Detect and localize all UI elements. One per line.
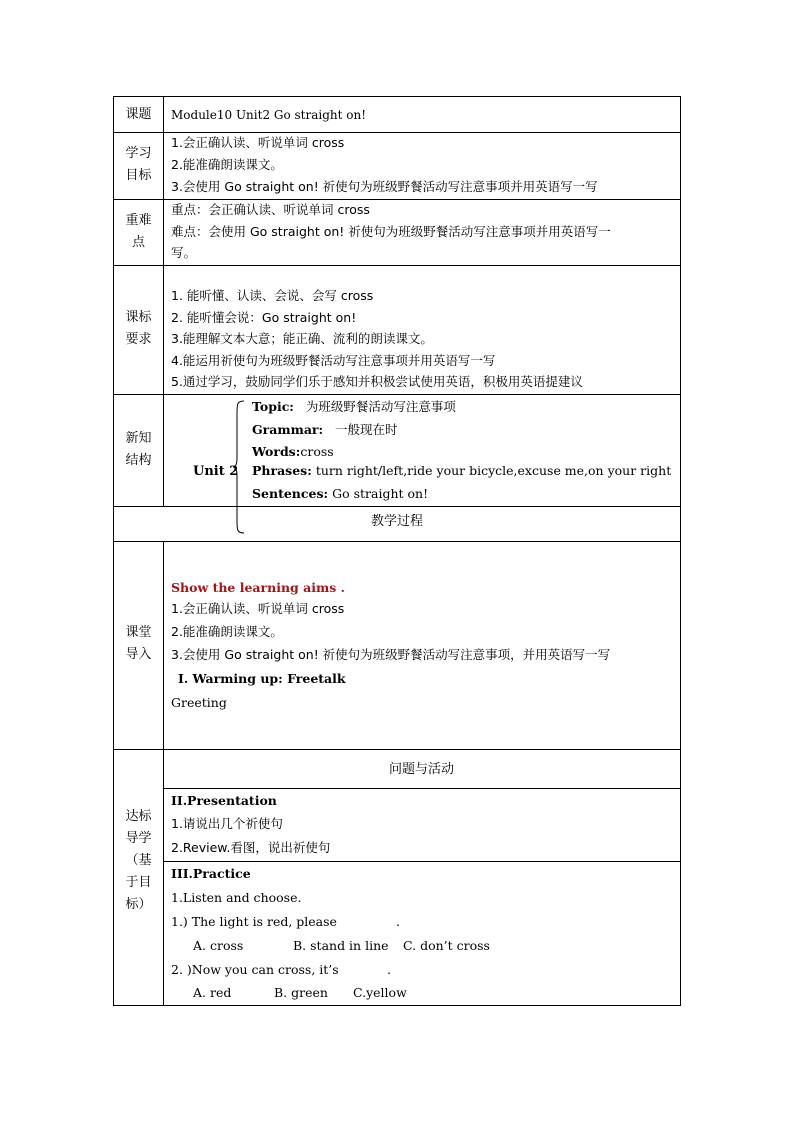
aims-item: 3.会使用 Go straight on! 祈使句为班级野餐活动写注意事项并用英语写一写 xyxy=(171,179,598,194)
row-divider xyxy=(163,788,680,789)
q2-option-c: C.yellow xyxy=(353,985,407,1000)
presentation-item: 1.请说出几个祈使句 xyxy=(171,816,283,831)
process-header: 教学过程 xyxy=(370,514,423,529)
row-divider xyxy=(114,541,680,542)
column-divider-top xyxy=(163,97,164,506)
lesson-plan-table xyxy=(113,96,681,1006)
key-point-item: 重点：会正确认读、听说单词 cross xyxy=(171,202,370,217)
row-divider xyxy=(114,506,680,507)
structure-sentences: Sentences: Go straight on! xyxy=(252,486,429,501)
aims-item: 1.会正确认读、听说单词 cross xyxy=(171,135,345,150)
standard-item: 4.能运用祈使句为班级野餐活动写注意事项并用英语写一写 xyxy=(171,353,496,368)
aims-label: 学习 目标 xyxy=(125,146,152,183)
learning-aims-heading: Show the learning aims . xyxy=(171,580,345,595)
topic-value: Module10 Unit2 Go straight on! xyxy=(171,108,367,122)
key-point-item: 难点：会使用 Go straight on! 祈使句为班级野餐活动写注意事项并用英语写一 xyxy=(171,224,611,239)
row-divider xyxy=(114,265,680,266)
structure-grammar: Grammar: 一般现在时 xyxy=(252,422,398,437)
target-label: 达标 导学 （基 于目 标） xyxy=(125,809,152,912)
question-2: 2. )Now you can cross, it’s xyxy=(171,962,339,977)
intro-item: 1.会正确认读、听说单词 cross xyxy=(171,601,345,616)
activities-header: 问题与活动 xyxy=(388,762,454,777)
structure-words: Words:cross xyxy=(252,444,334,459)
row-divider xyxy=(114,394,680,395)
intro-item: 3.会使用 Go straight on! 祈使句为班级野餐活动写注意事项，并用英语写一写 xyxy=(171,647,611,662)
question-1-end: . xyxy=(396,914,400,929)
question-1: 1.) The light is red, please xyxy=(171,914,337,929)
practice-title: III.Practice xyxy=(171,866,251,881)
key-point-item: 写。 xyxy=(171,245,197,260)
structure-label: 新知 结构 xyxy=(125,431,152,468)
warmup-title: I. Warming up: Freetalk xyxy=(178,671,346,686)
key-points-label: 重难 点 xyxy=(125,213,152,250)
practice-intro: 1.Listen and choose. xyxy=(171,890,302,905)
q1-option-c: C. don’t cross xyxy=(403,938,490,953)
intro-label: 课堂 导入 xyxy=(125,625,152,662)
standard-item: 3.能理解文本大意；能正确、流利的朗读课文。 xyxy=(171,331,433,346)
presentation-title: II.Presentation xyxy=(171,793,277,808)
structure-phrases: Phrases: turn right/left,ride your bicycle,excuse me,on your right xyxy=(252,463,672,478)
standard-item: 1. 能听懂、认读、会说、会写 cross xyxy=(171,288,374,303)
row-divider xyxy=(114,749,680,750)
q1-option-a: A. cross xyxy=(193,938,244,953)
standard-label: 课标 要求 xyxy=(125,310,152,347)
q2-option-b: B. green xyxy=(274,985,328,1000)
q2-option-a: A. red xyxy=(193,985,232,1000)
q1-option-b: B. stand in line xyxy=(293,938,389,953)
greeting-text: Greeting xyxy=(171,695,227,710)
intro-item: 2.能准确朗读课文。 xyxy=(171,624,283,639)
presentation-item: 2.Review.看图，说出祈使句 xyxy=(171,840,331,855)
unit-label: Unit 2 xyxy=(193,464,239,479)
question-2-end: . xyxy=(387,962,391,977)
structure-topic: Topic: 为班级野餐活动写注意事项 xyxy=(252,399,456,414)
topic-label: 课题 xyxy=(125,107,152,122)
standard-item: 5.通过学习，鼓励同学们乐于感知并积极尝试使用英语，积极用英语提建议 xyxy=(171,374,583,389)
row-divider xyxy=(163,861,680,862)
standard-item: 2. 能听懂会说：Go straight on! xyxy=(171,310,357,325)
aims-item: 2.能准确朗读课文。 xyxy=(171,157,283,172)
